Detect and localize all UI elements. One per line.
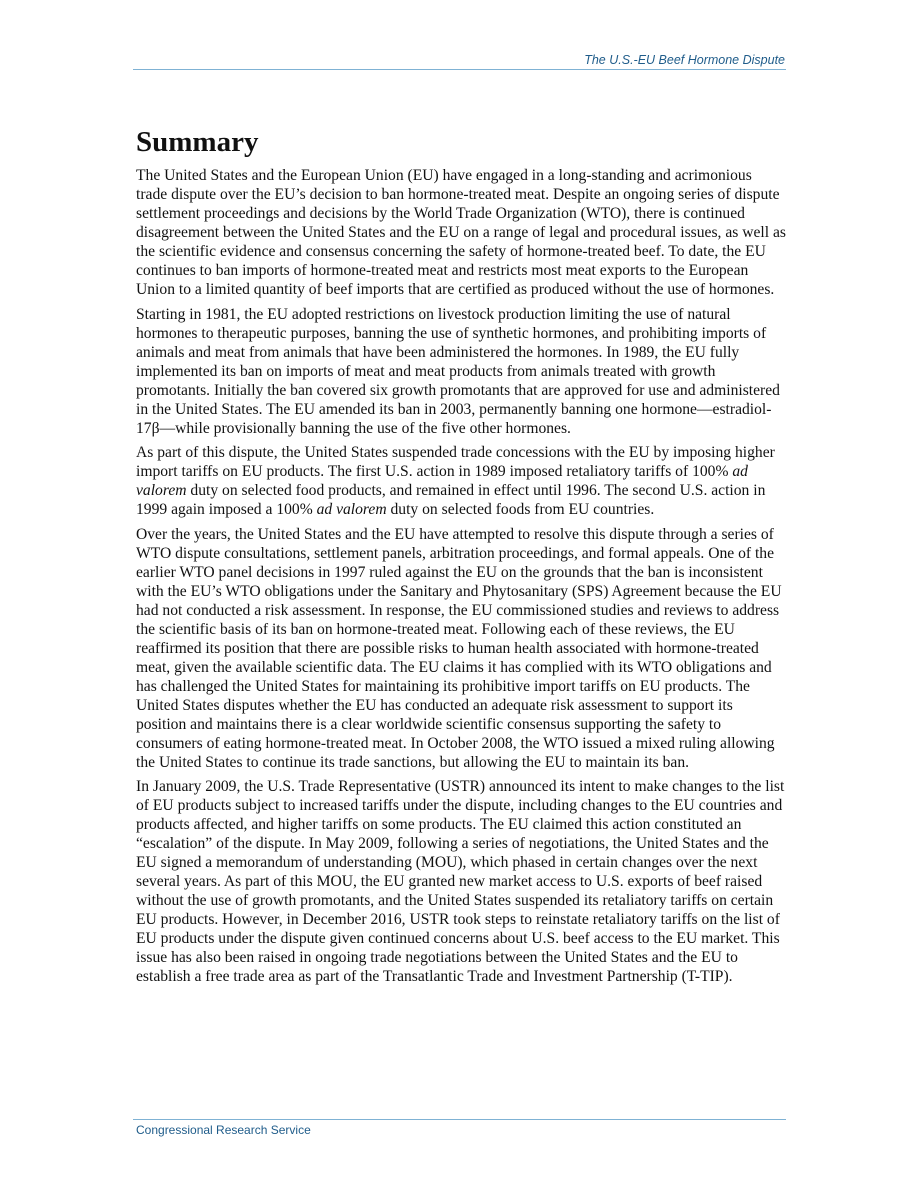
paragraph-3 [136, 443, 786, 519]
p3-text-c: duty on selected food products, and remained in effect until 1996. The second U.S. action in 1999 again imposed a 100% [136, 482, 766, 518]
p3-text-a: As part of this dispute, the United States suspended trade concessions with the EU by imposing higher import tariffs on EU products. The first U.S. action in 1989 imposed retaliatory tariffs of 100% [136, 444, 775, 480]
paragraph-5: In January 2009, the U.S. Trade Representative (USTR) announced its intent to make changes to the list of EU products subject to increased tariffs under the dispute, including changes to the EU countries and products affected, and higher tariffs on some products. The EU claimed this action constituted an “escalation” of the dispute. In May 2009, following a series of negotiations, the United States and the EU signed a memorandum of understanding (MOU), which phased in certain changes over the next several years. As part of this MOU, the EU granted new market access to U.S. exports of beef raised without the use of growth promotants, and the United States suspended its retaliatory tariffs on certain EU products. However, in December 2016, USTR took steps to reinstate retaliatory tariffs on the list of EU products under the dispute given continued concerns about U.S. beef access to the EU market. This issue has also been raised in ongoing trade negotiations between the United States and the EU to establish a free trade area as part of the Transatlantic Trade and Investment Partnership (T-TIP). [136, 778, 785, 985]
p3-text-e: duty on selected foods from EU countries. [386, 501, 655, 518]
paragraph-1: The United States and the European Union (EU) have engaged in a long-standing and acrimonious trade dispute over the EU’s decision to ban hormone-treated meat. Despite an ongoing series of dispute settlement proceedings and decisions by the World Trade Organization (WTO), there is continued disagreement between the United States and the EU on a range of legal and procedural issues, as well as the scientific evidence and consensus concerning the safety of hormone-treated beef. To date, the EU continues to ban imports of hormone-treated meat and restricts most meat exports to the European Union to a limited quantity of beef imports that are certified as produced without the use of hormones. [136, 167, 786, 298]
p3-italic-ad-valorem-1: ad valorem [136, 463, 748, 499]
footer-org: Congressional Research Service [136, 1123, 311, 1137]
header-rule [133, 69, 786, 70]
paragraph-4: Over the years, the United States and the EU have attempted to resolve this dispute through a series of WTO dispute consultations, settlement panels, arbitration proceedings, and formal appeals. One of the earlier WTO panel decisions in 1997 ruled against the EU on the grounds that the ban is inconsistent with the EU’s WTO obligations under the Sanitary and Phytosanitary (SPS) Agreement because the EU had not conducted a risk assessment. In response, the EU commissioned studies and reviews to address the scientific basis of its ban on hormone-treated meat. Following each of these reviews, the EU reaffirmed its position that there are possible risks to human health associated with hormone-treated meat, given the available scientific data. The EU claims it has complied with its WTO obligations and has challenged the United States for maintaining its prohibitive import tariffs on EU products. The United States disputes whether the EU has conducted an adequate risk assessment to support its position and maintains there is a clear worldwide scientific consensus supporting the safety to consumers of eating hormone-treated meat. In October 2008, the WTO issued a mixed ruling allowing the United States to continue its trade sanctions, but allowing the EU to maintain its ban. [136, 525, 782, 771]
p3-italic-ad-valorem-2: ad valorem [316, 501, 387, 518]
page-content [136, 124, 786, 992]
paragraph-2: Starting in 1981, the EU adopted restrictions on livestock production limiting the use of natural hormones to therapeutic purposes, banning the use of synthetic hormones, and prohibiting imports of animals and meat from animals that have been administered the hormones. In 1989, the EU fully implemented its ban on imports of meat and meat products from animals treated with growth promotants. Initially the ban covered six growth promotants that are approved for use and administered in the United States. The EU amended its ban in 2003, permanently banning one hormone—estradiol-17β—while provisionally banning the use of the five other hormones. [136, 305, 780, 437]
running-header-title: The U.S.-EU Beef Hormone Dispute [584, 53, 785, 67]
footer-rule [133, 1119, 786, 1120]
section-heading: Summary [136, 126, 259, 158]
